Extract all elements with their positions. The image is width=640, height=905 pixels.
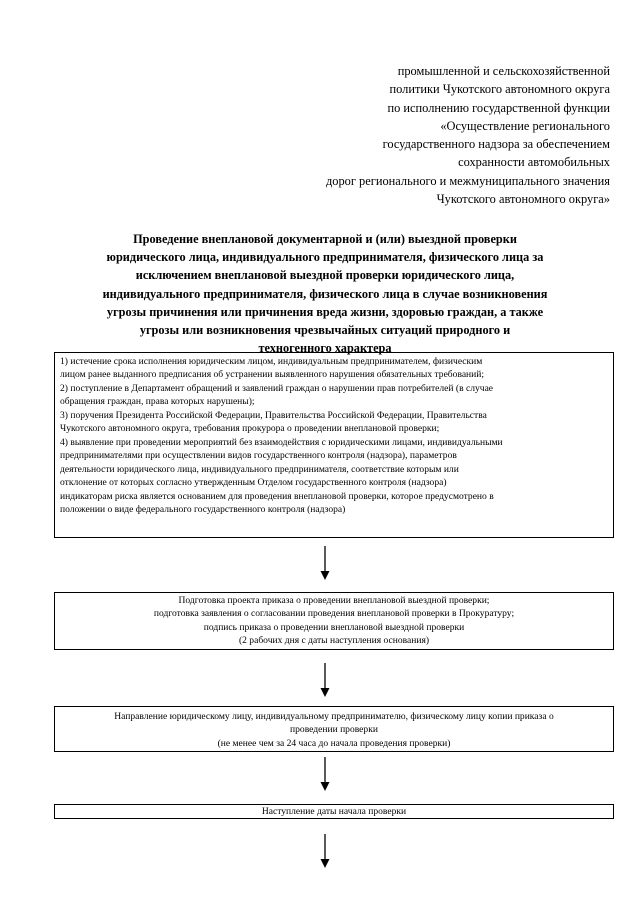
- title-line: техногенного характера: [258, 341, 392, 356]
- order-preparation-box: [54, 592, 614, 650]
- inspection-start-box: [54, 804, 614, 819]
- preparation-line: подпись приказа о проведении внеплановой выездной проверки: [203, 621, 465, 633]
- preparation-line: (2 рабочих дня с даты наступления основания): [238, 635, 430, 647]
- preparation-line: Подготовка проекта приказа о проведении внеплановой выездной проверки;: [178, 595, 490, 606]
- notification-line: Направление юридическому лицу, индивидуальному предпринимателю, физическому лицу копии приказа о: [114, 711, 554, 722]
- title-line: угрозы причинения или причинения вреда жизни, здоровью граждан, а также: [106, 304, 544, 319]
- flow-arrow-1: [319, 546, 331, 580]
- header-line: по исполнению государственной функции: [387, 100, 610, 115]
- grounds-line: лицом ранее выданного предписания об устранении выявленного нарушения обязательных требований;: [60, 369, 485, 381]
- grounds-line: 4) выявление при проведении мероприятий без взаимодействия с юридическими лицами, индивидуальными: [60, 436, 503, 448]
- flowchart-title: [40, 230, 610, 357]
- preparation-line: подготовка заявления о согласовании проведения внеплановой проверки в Прокуратуру;: [153, 608, 515, 620]
- grounds-line: положении о виде федерального государственного контроля (надзора): [60, 503, 346, 515]
- grounds-line: отклонение от которых согласно утвержденным Отделом государственного контроля (надзора): [60, 477, 447, 489]
- flow-arrow-4: [319, 834, 331, 868]
- notification-line: (не менее чем за 24 часа до начала проведения проверки): [217, 737, 451, 749]
- inspection-start-label: Наступление даты начала проверки: [261, 806, 407, 817]
- grounds-line: 1) истечение срока исполнения юридическим лицом, индивидуальным предпринимателем, физическим: [60, 356, 483, 367]
- title-line: угрозы или возникновения чрезвычайных ситуаций природного и: [139, 323, 511, 338]
- notification-line: проведении проверки: [290, 724, 378, 736]
- header-line: Чукотского автономного округа»: [436, 192, 610, 207]
- grounds-line: деятельности юридического лица, индивидуального предпринимателя, соответствие которым или: [60, 463, 459, 475]
- grounds-line: 2) поступление в Департамент обращений и заявлений граждан о нарушении прав потребителей (в случае: [60, 382, 494, 394]
- flow-arrow-3: [319, 757, 331, 791]
- header-line: политики Чукотского автономного округа: [389, 82, 610, 97]
- grounds-line: индикаторам риска является основанием для проведения внеплановой проверки, которое предусмотрено в: [60, 490, 494, 502]
- header-line: промышленной и сельскохозяйственной: [397, 64, 610, 78]
- flow-arrow-2: [319, 663, 331, 697]
- header-line: «Осуществление регионального: [440, 118, 610, 133]
- title-line: Проведение внеплановой документарной и (или) выездной проверки: [133, 232, 517, 246]
- grounds-line: Чукотского автономного округа, требования прокурора о проведении внеплановой проверки;: [60, 423, 440, 435]
- header-line: государственного надзора за обеспечением: [382, 137, 610, 152]
- grounds-line: обращения граждан, права которых нарушены);: [60, 396, 255, 408]
- header-line: дорог регионального и межмуниципального значения: [325, 173, 610, 188]
- title-line: индивидуального предпринимателя, физического лица в случае возникновения: [102, 286, 548, 301]
- grounds-line: 3) поручения Президента Российской Федерации, Правительства Российской Федерации, Правительства: [60, 409, 487, 421]
- title-line: юридического лица, индивидуального предпринимателя, физического лица за: [106, 250, 544, 265]
- header-line: сохранности автомобильных: [458, 155, 610, 170]
- grounds-line: предпринимателями при осуществлении видов государственного контроля (надзора), параметров: [60, 450, 457, 462]
- appendix-header: [240, 62, 610, 208]
- title-line: исключением внеплановой выездной проверки юридического лица,: [135, 268, 515, 283]
- inspection-grounds-box: [54, 352, 614, 538]
- order-notification-box: [54, 706, 614, 752]
